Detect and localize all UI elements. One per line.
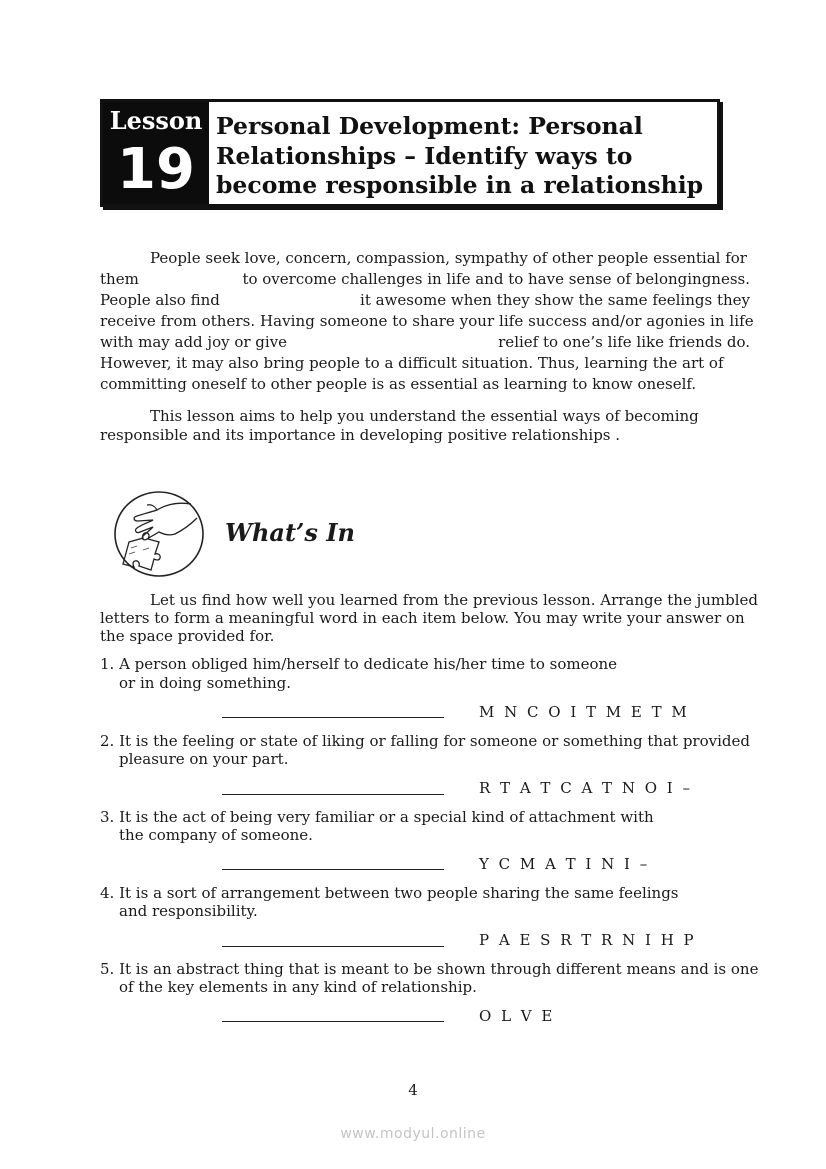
answer-blank[interactable] [222, 946, 444, 947]
question-text: 1. A person obliged him/herself to dedicate his/her time to someone [100, 655, 618, 673]
intro-line: receive from others. Having someone to share your life success and/or agonies in life [100, 312, 754, 330]
answer-blank[interactable] [222, 794, 444, 795]
intro-fragment: relief to one’s life like friends do. [498, 333, 750, 351]
question-text: 3. It is the act of being very familiar or a special kind of attachment with [100, 808, 654, 826]
lesson-title-line: Relationships – Identify ways to [216, 141, 633, 170]
answer-blank[interactable] [222, 717, 444, 718]
jumbled-letters: P A E S R T R N I H P [479, 931, 697, 949]
lesson-label: Lesson [109, 106, 203, 135]
page-number: 4 [408, 1081, 418, 1099]
lesson-number: 19 [117, 137, 195, 202]
hand-holding-puzzle-piece-icon [113, 490, 205, 578]
question-text: 2. It is the feeling or state of liking or falling for someone or something that provided [100, 732, 750, 750]
jumbled-letters: O L V E [479, 1007, 555, 1025]
lesson-title-line: Personal Development: Personal [216, 112, 643, 140]
lesson-badge [103, 102, 209, 204]
jumbled-letters: M N C O I T M E T M [479, 703, 690, 721]
intro-line [100, 332, 750, 353]
intro-fragment: People also find [100, 291, 220, 309]
intro-fragment: to overcome challenges in life and to have sense of belongingness. [242, 270, 750, 288]
intro-fragment: with may add joy or give [100, 333, 288, 351]
answer-blank[interactable] [222, 869, 444, 870]
lesson-title [216, 112, 716, 201]
question-text: the company of someone. [119, 826, 313, 844]
instruction-line: the space provided for. [100, 627, 275, 645]
watermark: www.modyul.online [340, 1126, 486, 1142]
question-text: and responsibility. [119, 902, 258, 920]
instruction-line: letters to form a meaningful word in each item below. You may write your answer on [100, 609, 745, 627]
intro-fragment: it awesome when they show the same feelings they [360, 291, 750, 309]
jumbled-letters: R T A T C A T N O I – [479, 779, 693, 797]
intro-line: committing oneself to other people is as essential as learning to know oneself. [100, 375, 697, 393]
instruction-line: Let us find how well you learned from the previous lesson. Arrange the jumbled [150, 591, 759, 609]
intro-line: This lesson aims to help you understand the essential ways of becoming [150, 407, 699, 425]
section-title-whats-in: What’s In [225, 518, 355, 547]
lesson-title-line: become responsible in a relationship [216, 171, 704, 199]
intro-line [100, 269, 750, 290]
intro-fragment: them [100, 270, 139, 288]
question-text: 4. It is a sort of arrangement between two people sharing the same feelings [100, 884, 679, 902]
question-text: pleasure on your part. [119, 750, 289, 768]
intro-line: However, it may also bring people to a difficult situation. Thus, learning the art of [100, 354, 724, 372]
intro-line: People seek love, concern, compassion, sympathy of other people essential for [150, 249, 747, 267]
question-text: 5. It is an abstract thing that is meant to be shown through different means and is one [100, 960, 759, 978]
answer-blank[interactable] [222, 1021, 444, 1022]
intro-line [100, 290, 750, 311]
question-text: or in doing something. [119, 674, 292, 692]
jumbled-letters: Y C M A T I N I – [479, 855, 650, 873]
question-text: of the key elements in any kind of relationship. [119, 978, 477, 996]
intro-line: responsible and its importance in developing positive relationships . [100, 426, 621, 444]
